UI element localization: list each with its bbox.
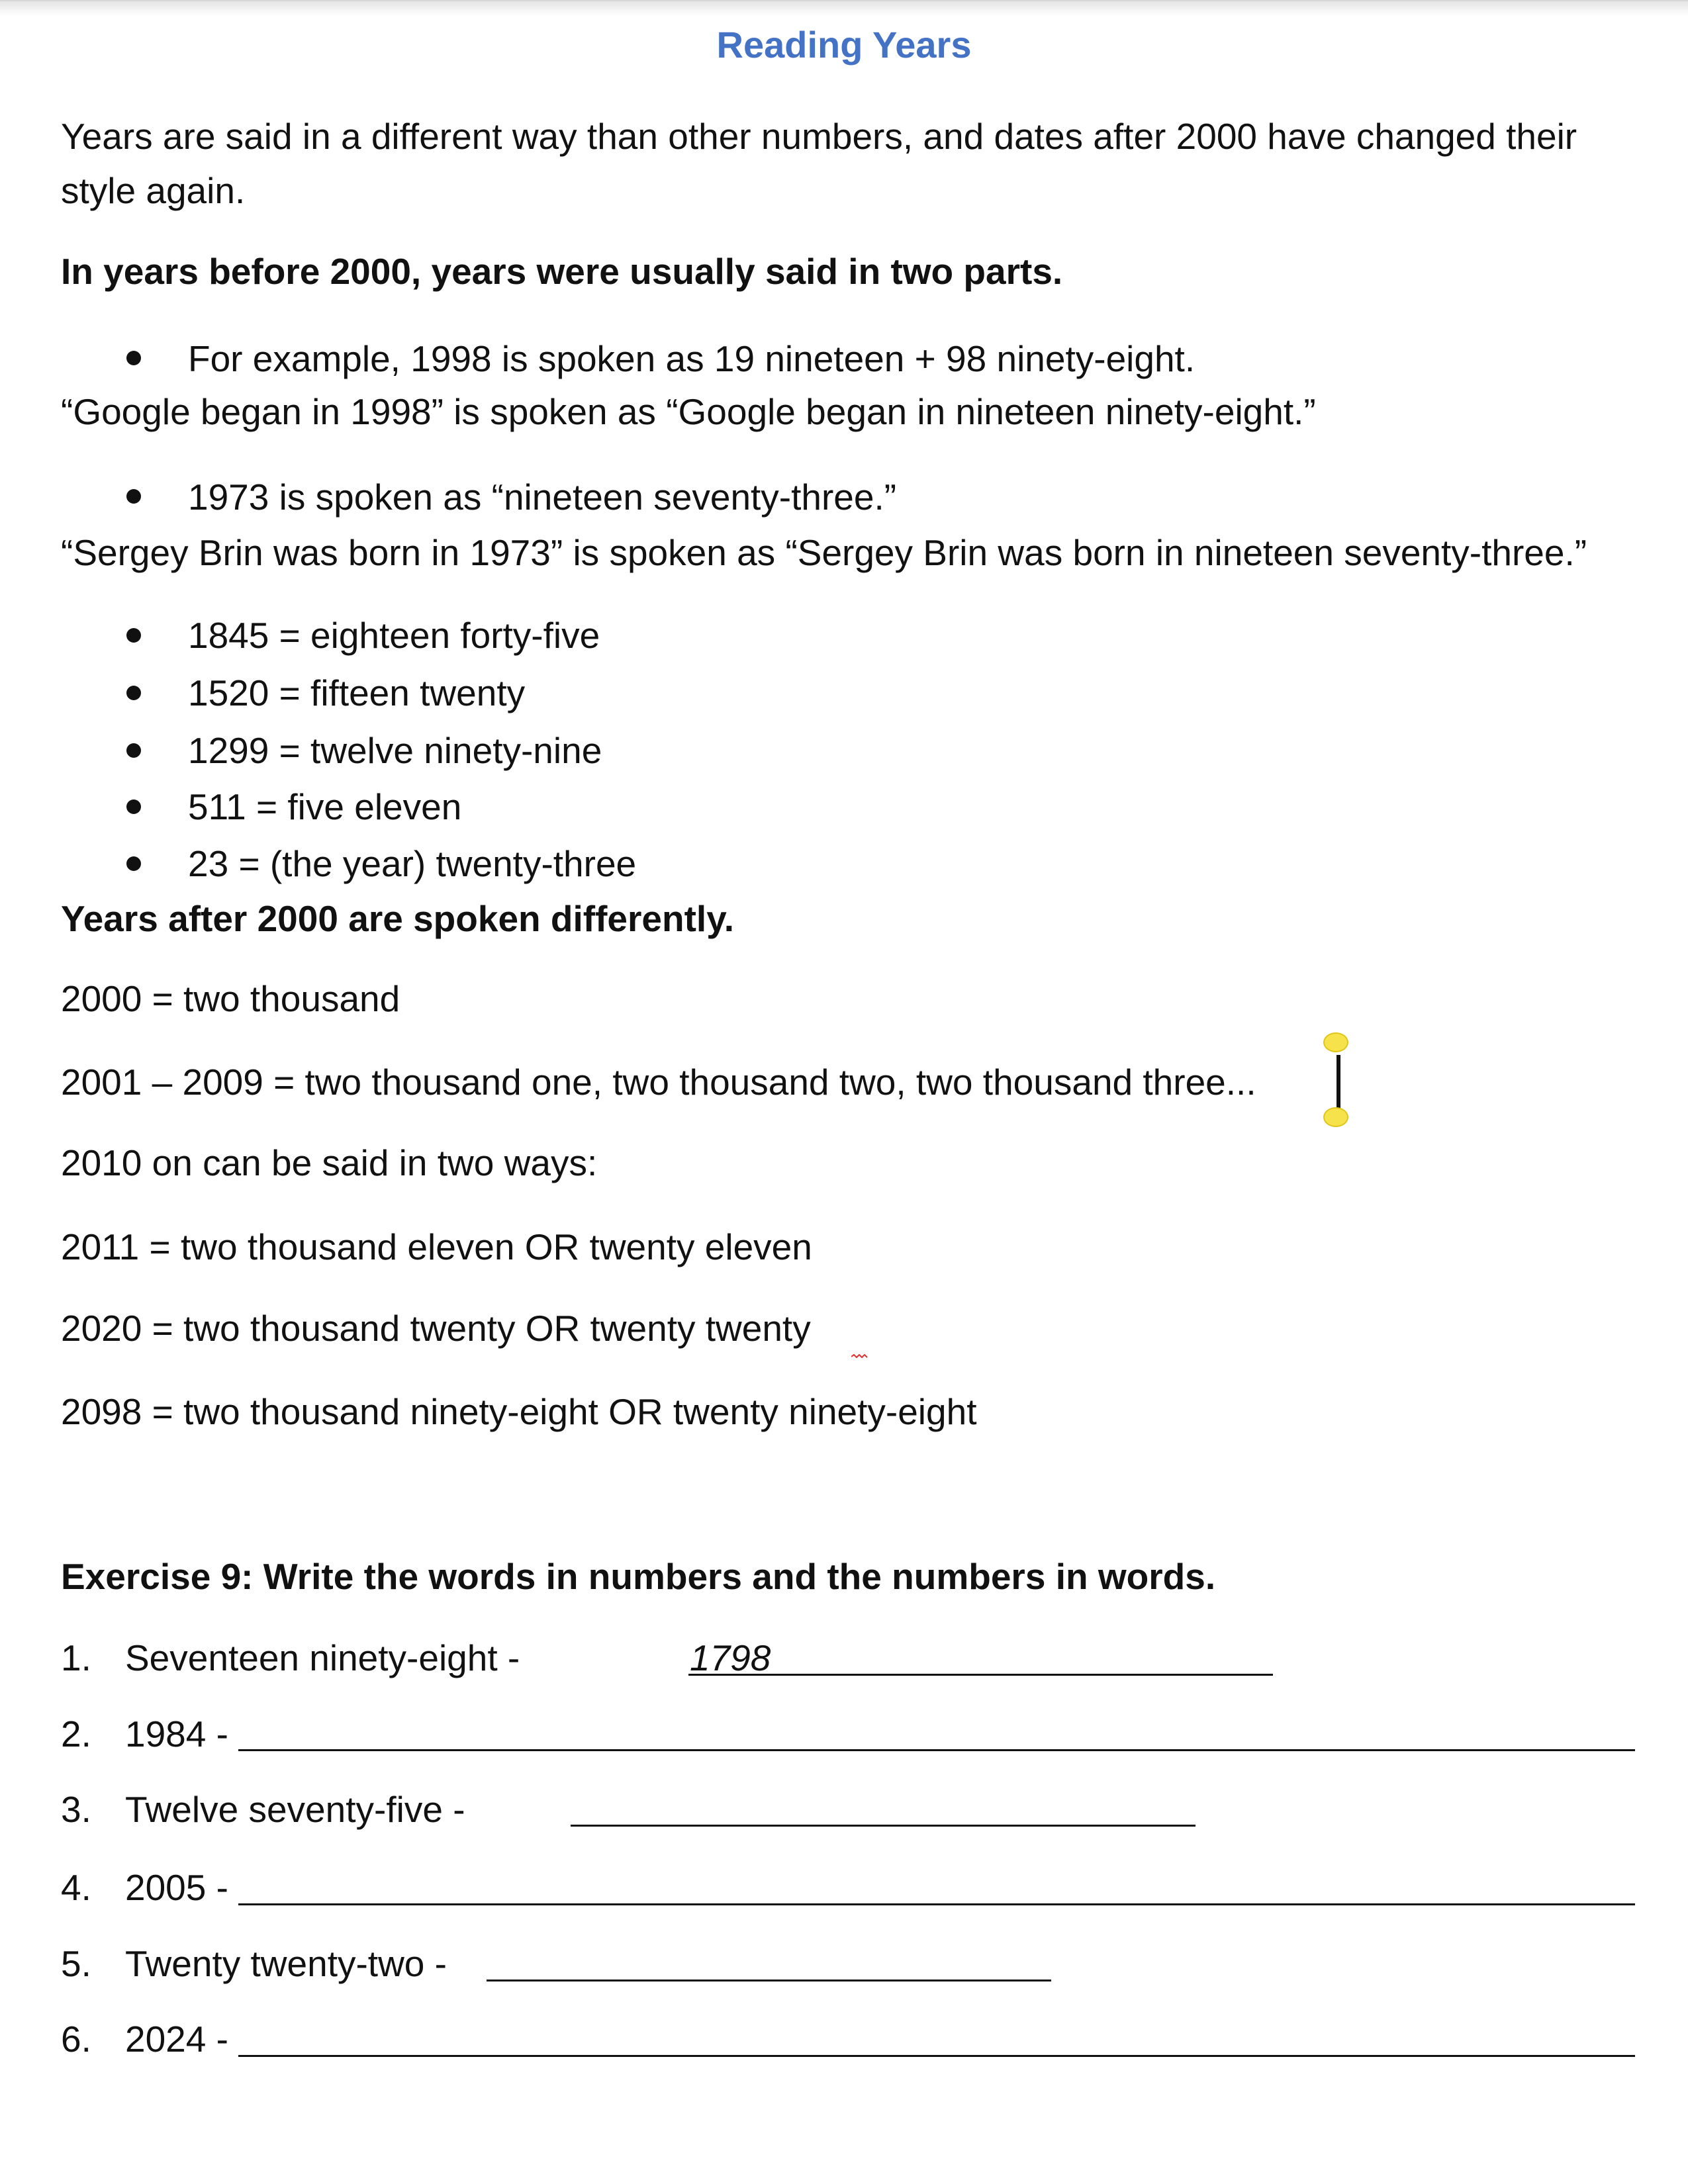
page-top-edge [0,0,1688,16]
after-2000-line: 2098 = two thousand ninety-eight OR twenty ninety-eight [61,1391,977,1432]
exercise-number: 6. [61,2019,91,2060]
exercise-prompt: 2005 - [125,1867,228,1908]
heading-before-2000: In years before 2000, years were usually said in two parts. [61,251,1063,292]
bullet-marker [126,628,141,643]
exercise-number: 4. [61,1867,91,1908]
selection-handle-top[interactable] [1323,1032,1348,1052]
bullet-marker [126,351,141,365]
bullet-marker [126,743,141,758]
exercise-prompt: 2024 - [125,2019,228,2060]
exercise-number: 1. [61,1637,91,1678]
exercise-answer: 1798 [690,1637,771,1678]
spellcheck-underline [851,1354,868,1358]
after-2000-line: 2001 – 2009 = two thousand one, two thousand two, two thousand three... [61,1062,1256,1103]
document-title: Reading Years [716,24,972,66]
answer-blank[interactable] [688,1674,1273,1676]
answer-blank[interactable] [238,1903,1635,1905]
exercise-number: 2. [61,1713,91,1754]
selection-handle-bottom[interactable] [1323,1107,1348,1127]
exercise-number: 3. [61,1789,91,1830]
text-cursor [1336,1055,1340,1113]
exercise-prompt: Seventeen ninety-eight - [125,1637,520,1678]
after-2000-line: 2000 = two thousand [61,978,400,1019]
year-list-item: 1520 = fifteen twenty [188,672,526,713]
example-1-bullet: For example, 1998 is spoken as 19 nineteen + 98 ninety-eight. [188,338,1196,379]
answer-blank[interactable] [487,1979,1051,1981]
year-list-item: 23 = (the year) twenty-three [188,843,637,884]
exercise-prompt: Twenty twenty-two - [125,1943,447,1984]
answer-blank[interactable] [238,1749,1635,1751]
intro-text: Years are said in a different way than other numbers, and dates after 2000 have changed their [61,116,1577,157]
example-2-bullet: 1973 is spoken as “nineteen seventy-three.” [188,477,897,518]
answer-blank[interactable] [238,2055,1635,2057]
exercise-number: 5. [61,1943,91,1984]
after-2000-line: 2011 = two thousand eleven OR twenty eleven [61,1226,812,1267]
bullet-marker [126,489,141,504]
bullet-marker [126,686,141,700]
after-2000-line: 2020 = two thousand twenty OR twenty twenty [61,1308,811,1349]
exercise-heading: Exercise 9: Write the words in numbers and the numbers in words. [61,1556,1216,1597]
exercise-prompt: Twelve seventy-five - [125,1789,465,1830]
year-list-item: 511 = five eleven [188,786,462,827]
example-2-sentence: “Sergey Brin was born in 1973” is spoken as “Sergey Brin was born in nineteen seventy-three.” [61,532,1587,573]
heading-after-2000: Years after 2000 are spoken differently. [61,898,734,939]
intro-text-continued: style again. [61,170,246,211]
bullet-marker [126,856,141,871]
answer-blank[interactable] [571,1825,1196,1827]
year-list-item: 1845 = eighteen forty-five [188,615,600,656]
after-2000-line: 2010 on can be said in two ways: [61,1142,598,1183]
exercise-prompt: 1984 - [125,1713,228,1754]
year-list-item: 1299 = twelve ninety-nine [188,730,602,771]
example-1-sentence: “Google began in 1998” is spoken as “Google began in nineteen ninety-eight.” [61,391,1316,432]
bullet-marker [126,799,141,814]
